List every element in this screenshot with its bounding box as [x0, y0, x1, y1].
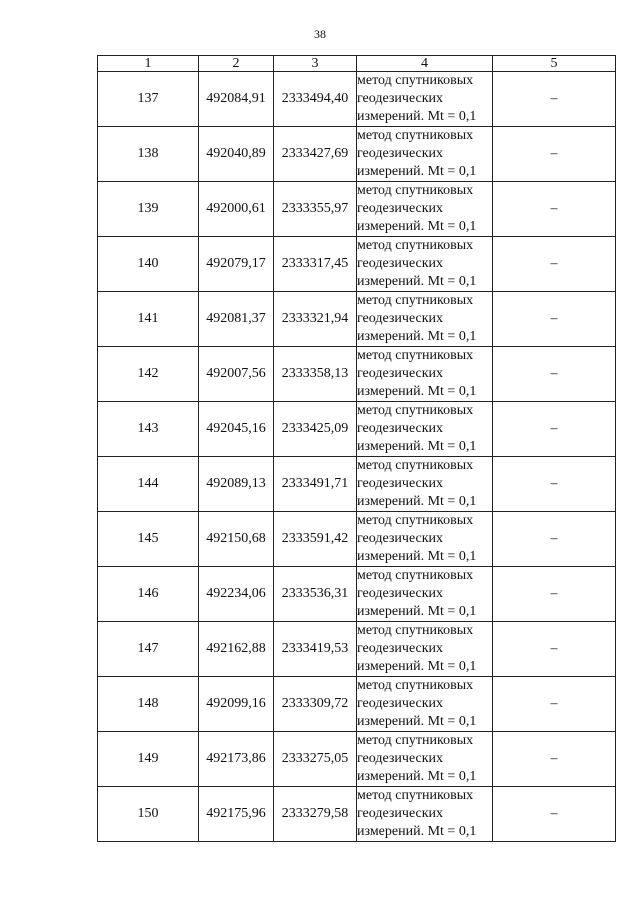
table-body [98, 72, 616, 842]
column-5-cell: – [493, 347, 616, 402]
coord-x-cell: 492234,06 [199, 567, 274, 622]
method-line: измерений. Mt = 0,1 [357, 549, 477, 564]
method-cell [357, 182, 493, 237]
point-number-cell: 146 [98, 567, 199, 622]
column-5-cell: – [493, 732, 616, 787]
header-col-1: 1 [98, 56, 199, 72]
table-row [98, 512, 616, 567]
table-row [98, 457, 616, 512]
method-line: геодезических [357, 201, 444, 216]
point-number-cell: 145 [98, 512, 199, 567]
method-line: метод спутниковых [357, 458, 474, 473]
method-line: геодезических [357, 256, 444, 271]
point-number-cell: 143 [98, 402, 199, 457]
point-number-cell: 149 [98, 732, 199, 787]
coord-y-cell: 2333358,13 [274, 347, 357, 402]
method-cell [357, 72, 493, 127]
header-col-4: 4 [357, 56, 493, 72]
method-line: метод спутниковых [357, 348, 474, 363]
coord-x-cell: 492081,37 [199, 292, 274, 347]
method-line: метод спутниковых [357, 788, 474, 803]
method-line: метод спутниковых [357, 568, 474, 583]
table-row [98, 292, 616, 347]
method-line: метод спутниковых [357, 678, 474, 693]
point-number-cell: 142 [98, 347, 199, 402]
coord-y-cell: 2333425,09 [274, 402, 357, 457]
method-cell [357, 787, 493, 842]
table-row [98, 182, 616, 237]
point-number-cell: 141 [98, 292, 199, 347]
method-line: геодезических [357, 421, 444, 436]
coord-x-cell: 492099,16 [199, 677, 274, 732]
column-5-cell: – [493, 292, 616, 347]
method-cell [357, 402, 493, 457]
method-line: геодезических [357, 366, 444, 381]
method-cell [357, 677, 493, 732]
table-row [98, 402, 616, 457]
method-line: метод спутниковых [357, 403, 474, 418]
point-number-cell: 137 [98, 72, 199, 127]
coord-x-cell: 492000,61 [199, 182, 274, 237]
column-5-cell: – [493, 402, 616, 457]
coord-x-cell: 492089,13 [199, 457, 274, 512]
coord-x-cell: 492084,91 [199, 72, 274, 127]
method-line: геодезических [357, 586, 444, 601]
method-cell [357, 347, 493, 402]
column-5-cell: – [493, 677, 616, 732]
method-line: геодезических [357, 751, 444, 766]
table-row [98, 127, 616, 182]
method-line: измерений. Mt = 0,1 [357, 219, 477, 234]
method-cell [357, 512, 493, 567]
method-line: измерений. Mt = 0,1 [357, 714, 477, 729]
method-line: метод спутниковых [357, 623, 474, 638]
header-col-3: 3 [274, 56, 357, 72]
coord-x-cell: 492079,17 [199, 237, 274, 292]
coord-y-cell: 2333309,72 [274, 677, 357, 732]
method-cell [357, 567, 493, 622]
method-line: измерений. Mt = 0,1 [357, 439, 477, 454]
column-5-cell: – [493, 622, 616, 677]
point-number-cell: 139 [98, 182, 199, 237]
column-5-cell: – [493, 787, 616, 842]
method-line: измерений. Mt = 0,1 [357, 824, 477, 839]
method-line: метод спутниковых [357, 293, 474, 308]
method-line: измерений. Mt = 0,1 [357, 659, 477, 674]
method-line: геодезических [357, 641, 444, 656]
method-line: метод спутниковых [357, 183, 474, 198]
table-row [98, 622, 616, 677]
method-cell [357, 622, 493, 677]
coord-y-cell: 2333321,94 [274, 292, 357, 347]
header-col-5: 5 [493, 56, 616, 72]
page-number: 38 [314, 27, 326, 41]
method-line: геодезических [357, 146, 444, 161]
method-line: измерений. Mt = 0,1 [357, 329, 477, 344]
method-line: измерений. Mt = 0,1 [357, 494, 477, 509]
method-cell [357, 732, 493, 787]
point-number-cell: 150 [98, 787, 199, 842]
method-line: метод спутниковых [357, 73, 474, 88]
table-row [98, 567, 616, 622]
method-line: геодезических [357, 91, 444, 106]
column-5-cell: – [493, 237, 616, 292]
coord-y-cell: 2333494,40 [274, 72, 357, 127]
table-row [98, 787, 616, 842]
point-number-cell: 144 [98, 457, 199, 512]
method-line: геодезических [357, 806, 444, 821]
table-row [98, 677, 616, 732]
method-line: геодезических [357, 476, 444, 491]
coord-y-cell: 2333419,53 [274, 622, 357, 677]
column-5-cell: – [493, 457, 616, 512]
method-line: метод спутниковых [357, 733, 474, 748]
coord-x-cell: 492045,16 [199, 402, 274, 457]
method-line: метод спутниковых [357, 238, 474, 253]
point-number-cell: 140 [98, 237, 199, 292]
coord-x-cell: 492175,96 [199, 787, 274, 842]
coord-x-cell: 492162,88 [199, 622, 274, 677]
coord-y-cell: 2333491,71 [274, 457, 357, 512]
point-number-cell: 138 [98, 127, 199, 182]
method-cell [357, 237, 493, 292]
coord-y-cell: 2333427,69 [274, 127, 357, 182]
method-line: метод спутниковых [357, 128, 474, 143]
column-5-cell: – [493, 182, 616, 237]
coord-x-cell: 492173,86 [199, 732, 274, 787]
coord-y-cell: 2333591,42 [274, 512, 357, 567]
method-line: измерений. Mt = 0,1 [357, 109, 477, 124]
header-col-2: 2 [199, 56, 274, 72]
method-cell [357, 457, 493, 512]
column-5-cell: – [493, 127, 616, 182]
table-row [98, 732, 616, 787]
method-line: геодезических [357, 531, 444, 546]
column-5-cell: – [493, 72, 616, 127]
method-line: метод спутниковых [357, 513, 474, 528]
method-cell [357, 127, 493, 182]
method-line: измерений. Mt = 0,1 [357, 604, 477, 619]
coord-y-cell: 2333275,05 [274, 732, 357, 787]
coord-y-cell: 2333279,58 [274, 787, 357, 842]
coord-y-cell: 2333317,45 [274, 237, 357, 292]
method-line: измерений. Mt = 0,1 [357, 274, 477, 289]
coordinates-table [97, 55, 616, 842]
table-row [98, 72, 616, 127]
method-cell [357, 292, 493, 347]
method-line: измерений. Mt = 0,1 [357, 164, 477, 179]
coord-y-cell: 2333355,97 [274, 182, 357, 237]
point-number-cell: 147 [98, 622, 199, 677]
point-number-cell: 148 [98, 677, 199, 732]
table-row [98, 347, 616, 402]
coord-x-cell: 492007,56 [199, 347, 274, 402]
method-line: измерений. Mt = 0,1 [357, 384, 477, 399]
column-5-cell: – [493, 512, 616, 567]
table-row [98, 237, 616, 292]
coord-y-cell: 2333536,31 [274, 567, 357, 622]
method-line: геодезических [357, 696, 444, 711]
table-header-row [98, 56, 616, 72]
coord-x-cell: 492150,68 [199, 512, 274, 567]
method-line: геодезических [357, 311, 444, 326]
column-5-cell: – [493, 567, 616, 622]
method-line: измерений. Mt = 0,1 [357, 769, 477, 784]
coord-x-cell: 492040,89 [199, 127, 274, 182]
